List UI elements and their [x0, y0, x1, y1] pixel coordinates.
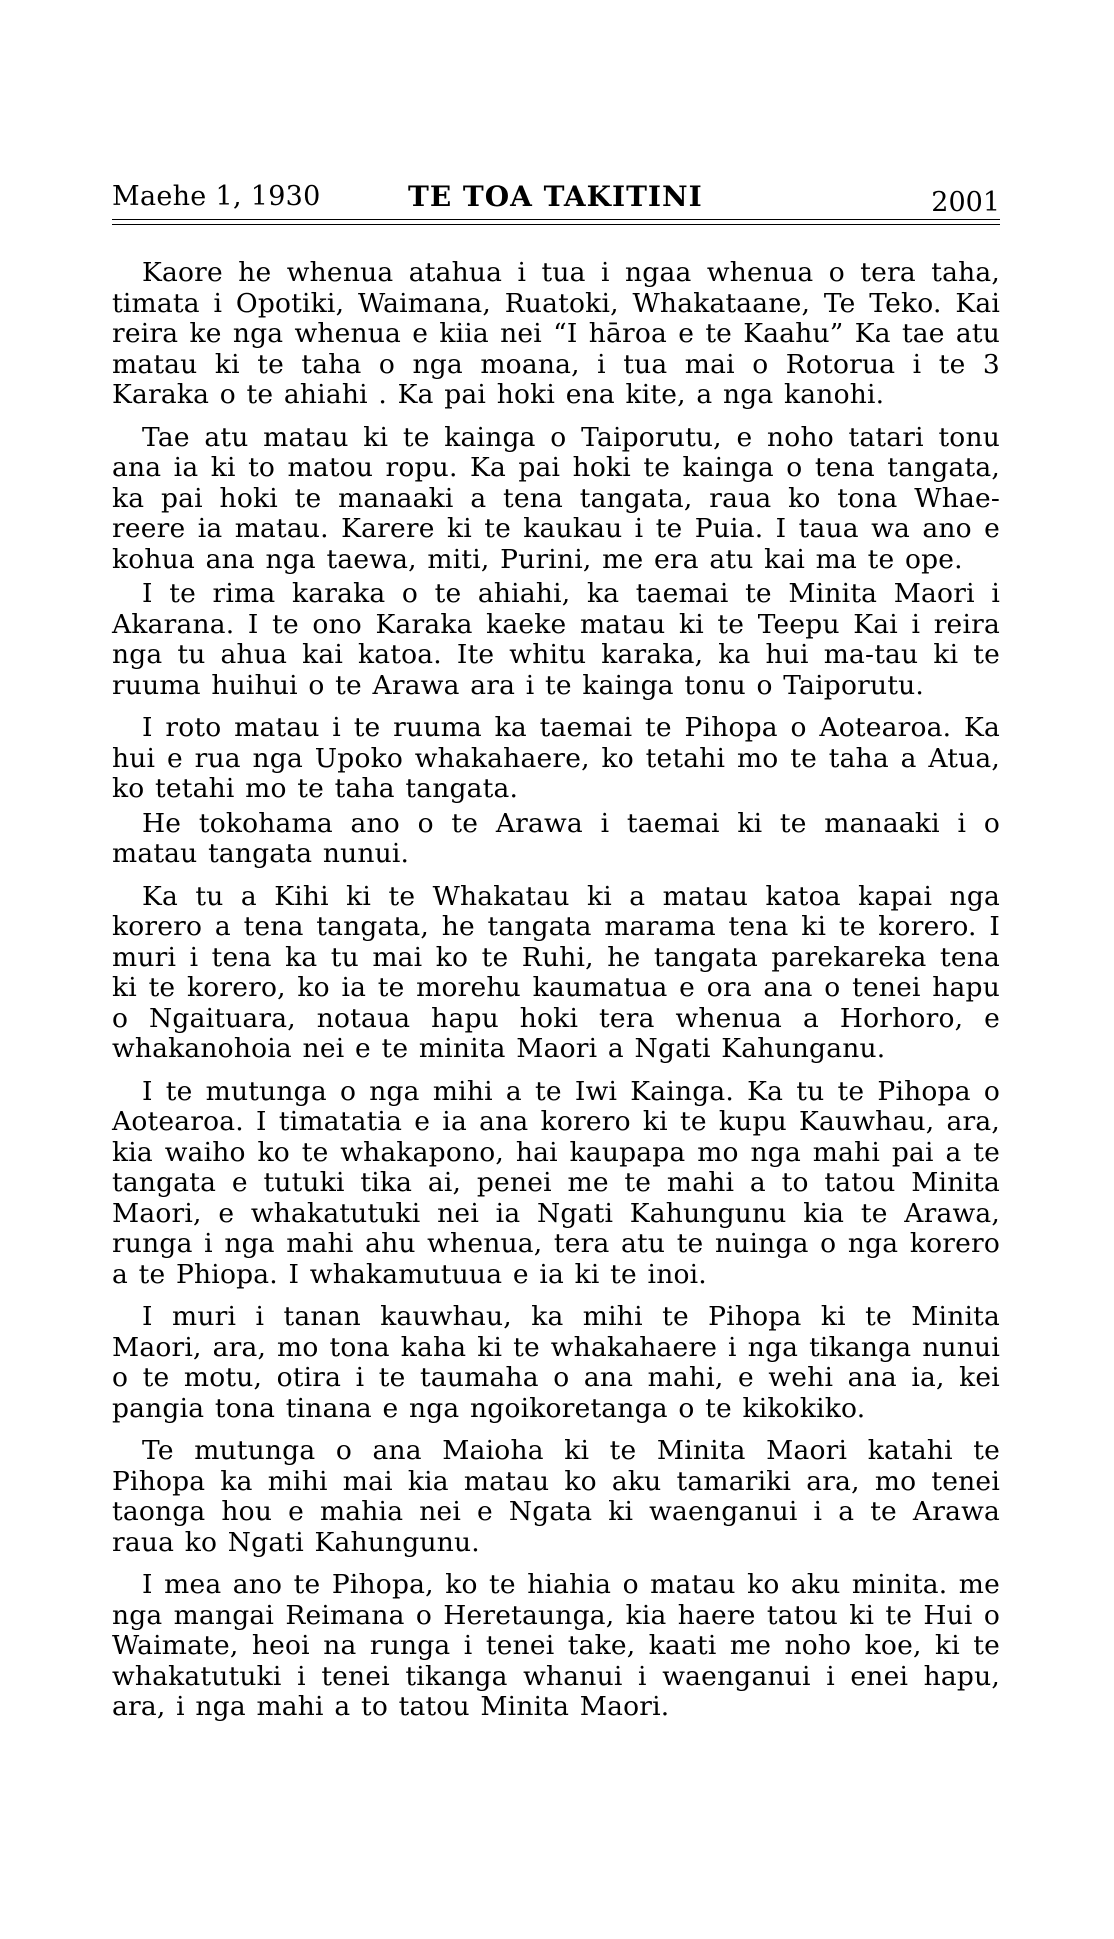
paragraph-10: I mea ano te Pihopa, ko te hiahia o matau ko aku minita. me nga mangai Reimana o Heretaunga, kia haere tatou ki te Hui o Waimate, heoi na runga i tenei take, kaati me noho koe, ki te whakatutuki i tenei tikanga whanui i waenganui i enei hapu, ara, i nga mahi a to tatou Minita Maori.: [112, 1569, 1000, 1722]
running-header: [112, 180, 1000, 222]
paragraph-8: I muri i tanan kauwhau, ka mihi te Pihopa ki te Minita Maori, ara, mo tona kaha ki te whakahaere i nga tikanga nunui o te motu, otira i te taumaha o ana mahi, e wehi ana ia, kei pangia tona tinana e nga ngoikoretanga o te kikokiko.: [112, 1301, 1000, 1424]
paragraph-3: I te rima karaka o te ahiahi, ka taemai te Minita Maori i Akarana. I te ono Karaka kaeke matau ki te Teepu Kai i reira nga tu ahua kai katoa. Ite whitu karaka, ka hui ma-tau ki te ruuma huihui o te Arawa ara i te kainga tonu o Taiporutu.: [112, 578, 1000, 701]
paragraph-9: Te mutunga o ana Maioha ki te Minita Maori katahi te Pihopa ka mihi mai kia matau ko aku tamariki ara, mo tenei taonga hou e mahia nei e Ngata ki waenganui i a te Arawa raua ko Ngati Kahungunu.: [112, 1435, 1000, 1558]
header-rule-bottom: [112, 224, 1000, 225]
issue-date: Maehe 1, 1930: [112, 181, 321, 212]
article-body: [112, 258, 1000, 1735]
paragraph-1: Kaore he whenua atahua i tua i ngaa whenua o tera taha, timata i Opotiki, Waimana, Ruatoki, Whakataane, Te Teko. Kai reira ke nga whenua e kiia nei “I hāroa e te Kaahu” Ka tae atu matau ki te taha o nga moana, i tua mai o Rotorua i te 3 Karaka o te ahiahi . Ka pai hoki ena kite, a nga kanohi.: [112, 257, 1000, 410]
paragraph-4: I roto matau i te ruuma ka taemai te Pihopa o Aotearoa. Ka hui e rua nga Upoko whakahaere, ko tetahi mo te taha a Atua, ko tetahi mo te taha tangata.: [112, 712, 1000, 804]
paragraph-5: He tokohama ano o te Arawa i taemai ki te manaaki i o matau tangata nunui.: [112, 807, 1000, 869]
publication-title: TE TOA TAKITINI: [408, 180, 703, 213]
paragraph-2: Tae atu matau ki te kainga o Taiporutu, e noho tatari tonu ana ia ki to matou ropu. Ka pai hoki te kainga o tena tangata, ka pai hoki te manaaki a tena tangata, raua ko tona Whae-reere ia matau. Karere ki te kaukau i te Puia. I taua wa ano e kohua ana nga taewa, miti, Purini, me era atu kai ma te ope.: [112, 421, 1000, 575]
header-rule-top: [112, 219, 1000, 220]
paragraph-6: Ka tu a Kihi ki te Whakatau ki a matau katoa kapai nga korero a tena tangata, he tangata marama tena ki te korero. I muri i tena ka tu mai ko te Ruhi, he tangata parekareka tena ki te korero, ko ia te morehu kaumatua e ora ana o tenei hapu o Ngaituara, notaua hapu hoki tera whenua a Horhoro, e whakanohoia nei e te minita Maori a Ngati Kahunganu.: [112, 880, 1000, 1064]
paragraph-7: I te mutunga o nga mihi a te Iwi Kainga. Ka tu te Pihopa o Aotearoa. I timatatia e ia ana korero ki te kupu Kauwhau, ara, kia waiho ko te whakapono, hai kaupapa mo nga mahi pai a te tangata e tutuki tika ai, penei me te mahi a to tatou Minita Maori, e whakatutuki nei ia Ngati Kahungunu kia te Arawa, runga i nga mahi ahu whenua, tera atu te nuinga o nga korero a te Phiopa. I whakamutuua e ia ki te inoi.: [112, 1075, 1000, 1290]
page-number: 2001: [931, 187, 1000, 218]
